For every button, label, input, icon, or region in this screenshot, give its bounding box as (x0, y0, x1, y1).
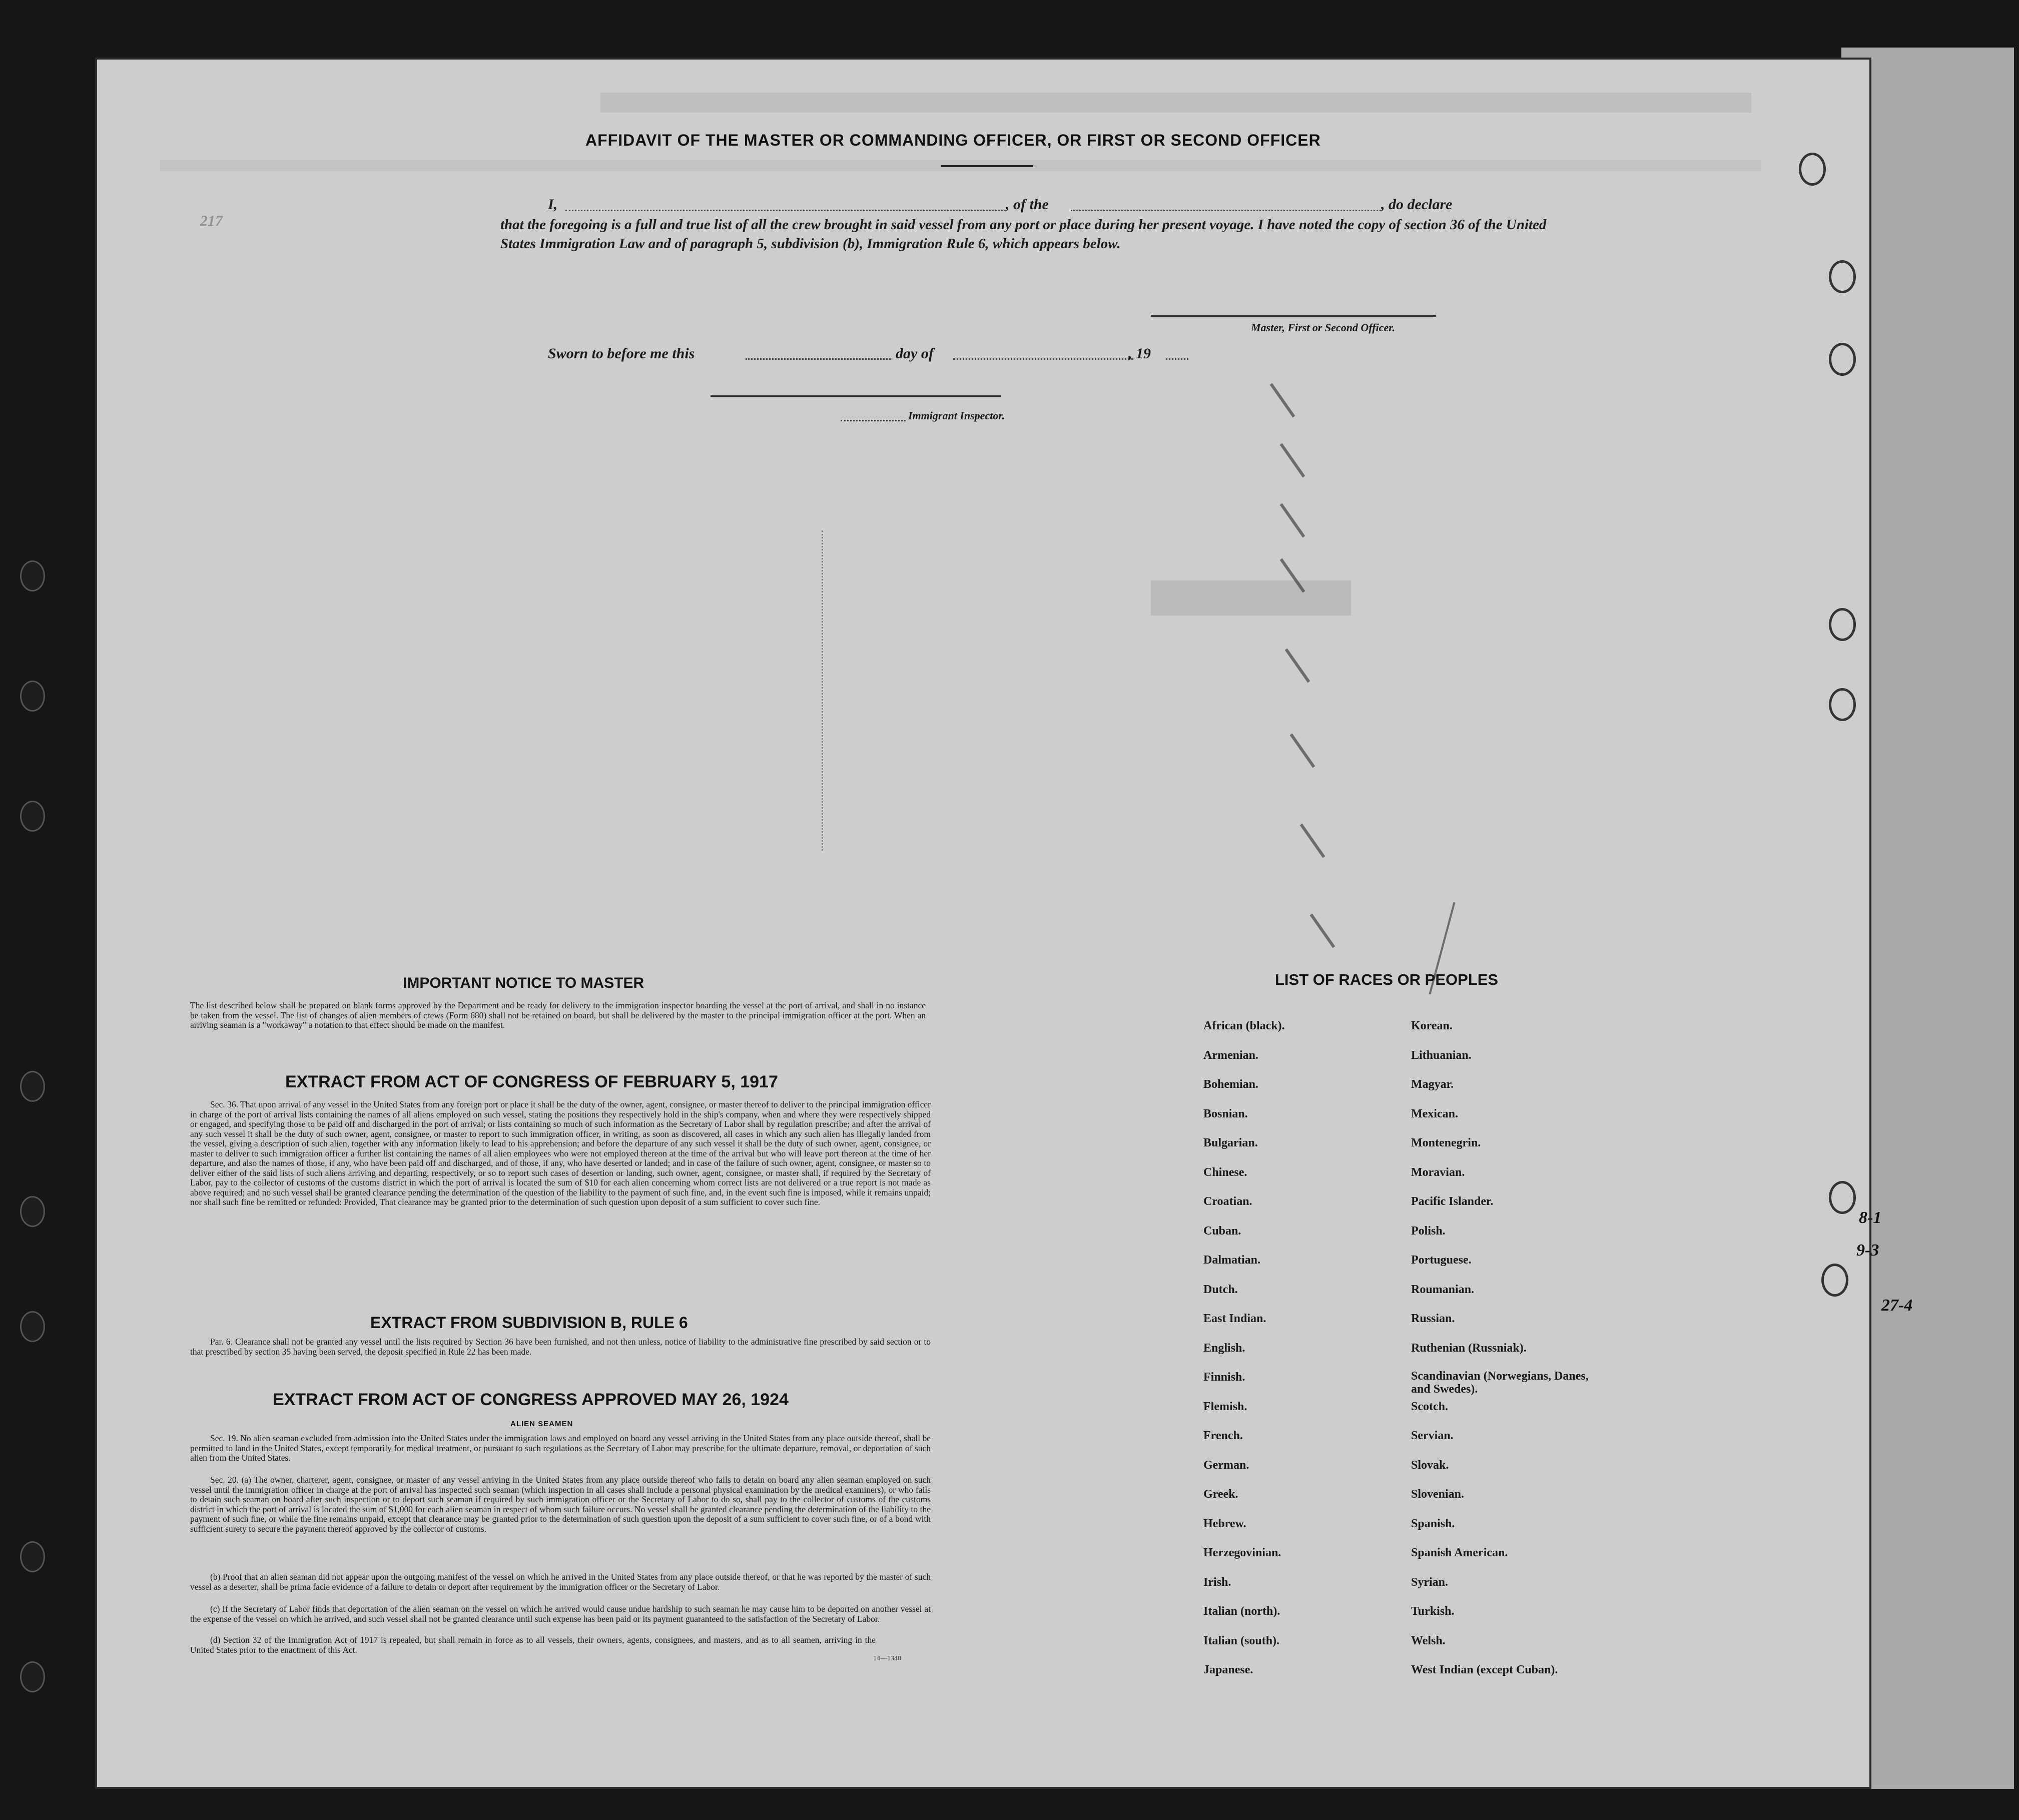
race-item: Italian (north). (1203, 1605, 1280, 1618)
race-item: Chinese. (1203, 1165, 1247, 1179)
form-number: 14—1340 (873, 1655, 901, 1662)
race-item: Moravian. (1411, 1165, 1465, 1179)
title-rule (941, 165, 1033, 167)
race-item: Cuban. (1203, 1224, 1241, 1238)
binder-hole (1821, 1264, 1848, 1297)
binder-hole (20, 1661, 45, 1692)
vessel-blank[interactable] (1071, 209, 1381, 211)
race-item: West Indian (except Cuban). (1411, 1663, 1558, 1676)
sworn-text: Sworn to before me this (548, 345, 695, 362)
race-item: Irish. (1203, 1575, 1231, 1589)
race-item: Herzegovinian. (1203, 1546, 1281, 1559)
race-item: Dalmatian. (1203, 1254, 1260, 1267)
race-item: Armenian. (1203, 1048, 1258, 1062)
binder-hole (20, 1196, 45, 1227)
race-item: Servian. (1411, 1429, 1454, 1442)
binder-hole (1799, 153, 1826, 186)
vertical-dotted-mark (822, 530, 823, 851)
binder-hole (20, 681, 45, 712)
day-of-text: day of (896, 345, 934, 362)
affidavit-i: I, (548, 196, 558, 213)
race-item: East Indian. (1203, 1312, 1266, 1325)
binder-hole (1829, 608, 1856, 641)
race-item: Japanese. (1203, 1663, 1253, 1676)
binder-hole (20, 1541, 45, 1572)
extract-1917-text: Sec. 36. That upon arrival of any vessel in the United States from any foreign port or place it shall be the duty of the owner, agent, consignee, or master thereof to deliver to the principal immigration officer in charge of the port of arrival lists containing the names of all aliens employed on such vessel, stating the positions they respectively hold in the ship's company, when and where they were respectively shipped or engaged, and specifying those to be paid off and discharged in the port of arrival; or lists containing so much of such information as the Secretary of Labor shall by regulation prescribe; and after the arrival of any such vessel it shall be the duty of such owner, agent, consignee, or master to report to such immigration officer, in writing, as soon as discovered, all cases in which any such alien has illegally landed from the vessel, giving a description of such alien, together with any information likely to lead to his apprehension; and before the departure of any such vessel it shall be the duty of such owner, agent, consignee, or master to deliver to such immigration officer a further list containing the names of all alien employees who were not employed thereon at the time of the arrival but who will leave port thereon at the time of her departure, and also the names of those, if any, who have been paid off and discharged, and of those, if any, who have deserted or landed; and in case of the failure of such owner, agent, consignee, or master so to deliver either of the said lists of such aliens arriving and departing, respectively, or so to report such cases of desertion or landing, such owner, agent, consignee, or master shall, if required by the Secretary of Labor, pay to the collector of customs of the customs district in which the port of arrival is located the sum of $10 for each alien concerning whom correct lists are not delivered or a true report is not made as above required; and no such vessel shall be granted clearance pending the determination of the question of the liability to the payment of such fine, and, in the event such fine is imposed, while it remains unpaid; nor shall such fine be remitted or refunded: Provided, That clearance may be granted prior to the determination of such question upon deposit of a sum sufficient to cover such fine. (190, 1099, 931, 1207)
race-item: Bosnian. (1203, 1107, 1248, 1120)
race-item: Greek. (1203, 1488, 1238, 1501)
binder-hole (1829, 688, 1856, 721)
sec20c-text: (c) If the Secretary of Labor finds that deportation of the alien seaman on the vessel on which he arrived would cause undue hardship to such seaman he may cause him to be deported on another vessel at the expense of the vessel on which he arrived, and such vessel shall not be granted clearance until such expense has been paid or its payment guaranteed to the satisfaction of the Secretary of Labor. (190, 1604, 931, 1624)
race-item: Croatian. (1203, 1195, 1252, 1208)
master-signature-line[interactable] (1151, 315, 1436, 317)
binder-hole (1829, 260, 1856, 293)
race-item: Syrian. (1411, 1575, 1449, 1589)
race-item: French. (1203, 1429, 1243, 1442)
notice-title: IMPORTANT NOTICE TO MASTER (403, 975, 644, 991)
race-item: Russian. (1411, 1312, 1455, 1325)
extract-rule6-text: Par. 6. Clearance shall not be granted any vessel until the lists required by Section 36 have been furnished, and not then unless, notice of liability to the administrative fine prescribed by said section or to that prescribed by section 35 having been served, the deposit specified in Rule 22 has been made. (190, 1337, 931, 1357)
race-item: Slovak. (1411, 1458, 1449, 1472)
race-item: German. (1203, 1458, 1249, 1472)
extract-1917-title: EXTRACT FROM ACT OF CONGRESS OF FEBRUARY 5, 1917 (285, 1072, 778, 1091)
sec20a-text: Sec. 20. (a) The owner, charterer, agent, consignee, or master of any vessel arriving in the United States from any place outside thereof who fails to detain on board any alien seaman employed on such vessel until the immigration officer in charge at the port of arrival has inspected such seaman (which inspection in all cases shall include a personal physical examination by the medical examiners), or who fails to detain such seaman on board after such inspection or to deport such seaman if required by such immigration officer or the Secretary of Labor to do so, shall pay to the collector of customs of the customs district in which the port of arrival is located the sum of $1,000 for each alien seaman in respect of whom such failure occurs. No vessel shall be granted clearance pending the determination of the liability to the payment of such fine, or while the fine remains unpaid, except that clearance may be granted prior to the determination of such question upon the deposit of a sum sufficient to cover such fine, or of a bond with sufficient surety to secure the payment thereof approved by the collector of customs. (190, 1475, 931, 1534)
race-item: Turkish. (1411, 1605, 1455, 1618)
extract-rule6-title: EXTRACT FROM SUBDIVISION B, RULE 6 (370, 1314, 688, 1332)
race-item: English. (1203, 1341, 1245, 1355)
sec19-text: Sec. 19. No alien seaman excluded from admission into the United States under the immigration laws and employed on board any vessel arriving in the United States from any place outside thereof, shall be permitted to land in the United States, except temporarily for medical treatment, or pursuant to such regulations as the Secretary of Labor may prescribe for the ultimate departure, removal, or deportation of such alien from the United States. (190, 1433, 931, 1463)
race-item: Lithuanian. (1411, 1048, 1472, 1062)
affidavit-of-the: , of the (1006, 196, 1049, 213)
race-item: Bulgarian. (1203, 1136, 1258, 1149)
affidavit-body: that the foregoing is a full and true list of all the crew brought in said vessel from any port or place during her present voyage. I have noted the copy of section 36 of the United States Immigration Law and of paragraph 5, subdivision (b), Immigration Rule 6, which appears below. (500, 217, 1547, 252)
faint-handwriting: 217 (200, 213, 223, 229)
race-item: Pacific Islander. (1411, 1195, 1494, 1208)
race-item: Slovenian. (1411, 1488, 1465, 1501)
races-title: LIST OF RACES OR PEOPLES (1275, 971, 1499, 988)
binder-hole (1829, 343, 1856, 376)
inspector-dots (841, 419, 906, 421)
binder-hole (1829, 1181, 1856, 1214)
race-item: Scandinavian (Norwegians, Danes, and Swedes). (1411, 1370, 1589, 1396)
sworn-year-blank[interactable] (1166, 358, 1188, 360)
sworn-month-blank[interactable] (953, 358, 1133, 360)
year-prefix: , 19 (1128, 345, 1151, 362)
race-item: Montenegrin. (1411, 1136, 1481, 1149)
margin-note: 8-1 (1859, 1208, 1882, 1227)
races-left-column (1203, 1018, 1285, 1692)
race-item: Polish. (1411, 1224, 1446, 1238)
alien-seamen-subtitle: ALIEN SEAMEN (510, 1420, 573, 1428)
race-item: Dutch. (1203, 1283, 1238, 1296)
bleed-through-header (600, 93, 1751, 113)
race-item: Mexican. (1411, 1107, 1458, 1120)
binder-hole (20, 560, 45, 591)
sec20d-text: (d) Section 32 of the Immigration Act of 1917 is repealed, but shall remain in force as to all vessels, their owners, agents, consignees, and masters, and as to all seamen, arriving in the United States prior to the enactment of this Act. (190, 1635, 876, 1655)
extract-1924-title: EXTRACT FROM ACT OF CONGRESS APPROVED MAY 26, 1924 (273, 1390, 789, 1409)
race-item: Spanish. (1411, 1517, 1455, 1530)
notice-text: The list described below shall be prepared on blank forms approved by the Department and be ready for delivery to the immigration inspector boarding the vessel at the port of arrival, and shall in no instance be taken from the vessel. The list of changes of alien members of crews (Form 680) shall not be retained on board, but shall be delivered by the master to the principal immigration officer at the port. When an arriving seaman is a "workaway" a notation to that effect should be made on the manifest. (190, 1000, 926, 1030)
race-item: Spanish American. (1411, 1546, 1508, 1559)
race-item: Hebrew. (1203, 1517, 1246, 1530)
binder-hole (20, 801, 45, 832)
affidavit-declare: , do declare (1381, 196, 1453, 213)
race-item: Portuguese. (1411, 1254, 1472, 1267)
binder-hole (20, 1071, 45, 1102)
race-item: Roumanian. (1411, 1283, 1475, 1296)
inspector-label: Immigrant Inspector. (908, 409, 1005, 422)
race-item: Welsh. (1411, 1634, 1446, 1647)
bleed-through-stamp (1151, 580, 1351, 616)
race-item: Finnish. (1203, 1371, 1245, 1384)
inspector-signature-line[interactable] (711, 395, 1001, 397)
margin-note: 27-4 (1881, 1296, 1913, 1315)
race-item: African (black). (1203, 1019, 1285, 1032)
sworn-day-blank[interactable] (746, 358, 891, 360)
race-item: Italian (south). (1203, 1634, 1280, 1647)
binder-hole (20, 1311, 45, 1342)
race-item: Magyar. (1411, 1078, 1454, 1091)
race-item: Ruthenian (Russniak). (1411, 1341, 1527, 1355)
margin-note: 9-3 (1856, 1241, 1879, 1260)
race-item: Scotch. (1411, 1400, 1448, 1413)
sec20b-text: (b) Proof that an alien seaman did not appear upon the outgoing manifest of the vessel on which he arrived in the United States from any place outside thereof, or that he was reported by the master of such vessel as a deserter, shall be prima facie evidence of a failure to detain or deport after requirement by the immigration officer or the Secretary of Labor. (190, 1572, 931, 1592)
name-blank[interactable] (565, 209, 1006, 211)
races-right-column (1411, 1018, 1601, 1692)
affidavit-title: AFFIDAVIT OF THE MASTER OR COMMANDING OFFICER, OR FIRST OR SECOND OFFICER (585, 131, 1321, 149)
master-signature-label: Master, First or Second Officer. (1251, 321, 1396, 334)
race-item: Korean. (1411, 1019, 1453, 1032)
race-item: Bohemian. (1203, 1078, 1259, 1091)
race-item: Flemish. (1203, 1400, 1247, 1413)
